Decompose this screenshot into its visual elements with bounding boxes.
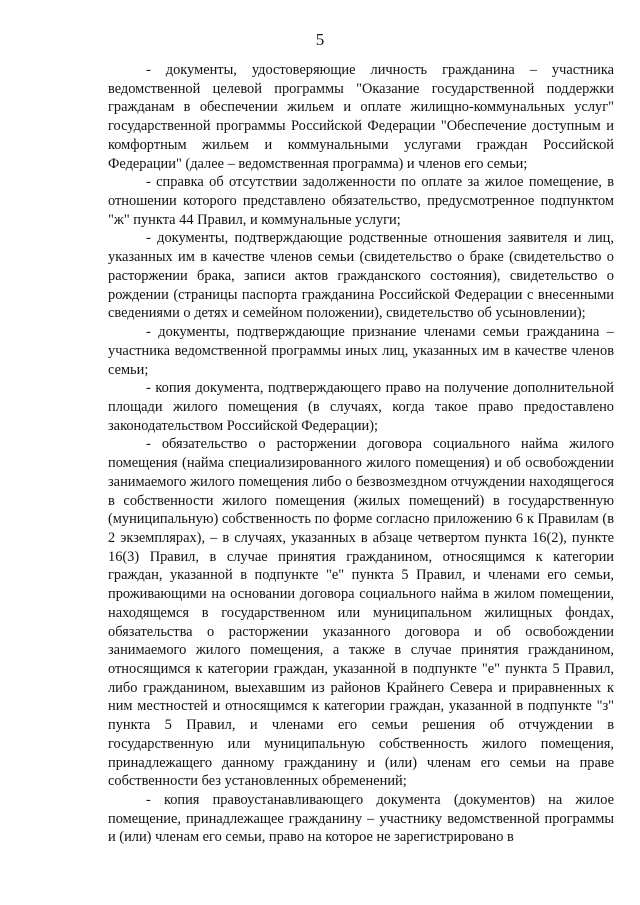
paragraph-no-debt-certificate: - справка об отсутствии задолженности по оплате за жилое помещение, в отношении которого представлено обязательство, предусмотренное подпунктом "ж" пункта 44 Правил, и коммунальные услуги; xyxy=(108,174,614,228)
paragraph-kinship-documents: - документы, подтверждающие родственные отношения заявителя и лиц, указанных им в качестве членов семьи (свидетельство о браке (свидетельство о расторжении брака, записи актов гражданского состояния), свидетельство о рождении (страницы паспорта гражданина Российской Федерации с внесенными сведениями о детях и семейном положении), свидетельство об усыновлении); xyxy=(108,230,614,322)
document-body xyxy=(108,61,614,847)
paragraph-extra-living-space: - копия документа, подтверждающего право на получение дополнительной площади жилого помещения (в случаях, когда такое право предоставлено законодательством Российской Федерации); xyxy=(108,380,614,434)
page-number: 5 xyxy=(315,30,325,49)
paragraph-identity-documents: - документы, удостоверяющие личность гражданина – участника ведомственной целевой программы "Оказание государственной поддержки гражданам в обеспечении жильем и оплате жилищно-коммунальных услуг" государственной программы Российской Федерации "Обеспечение доступным и комфортным жильем и коммунальными услугами граждан Российской Федерации" (далее – ведомственная программа) и членов его семьи; xyxy=(108,62,614,172)
paragraph-family-recognition: - документы, подтверждающие признание членами семьи гражданина – участника ведомственной программы иных лиц, указанных им в качестве членов семьи; xyxy=(108,324,614,378)
paragraph-lease-termination-obligation: - обязательство о расторжении договора социального найма жилого помещения (найма специализированного жилого помещения) и об освобождении занимаемого жилого помещения либо о безвозмездном отчуждении находящегося в собственности жилого помещения (жилых помещений) в государственную (муниципальную) собственность по форме согласно приложению 6 к Правилам (в 2 экземплярах), – в случаях, указанных в абзаце четвертом пункта 16(2), пункте 16(3) Правил, в случае принятия гражданином, относящимся к категории граждан, указанной в подпункте "е" пункта 5 Правил, и членами его семьи, проживающими на основании договора социального найма в жилом помещении, находящемся в государственном или муниципальном жилищных фондах, обязательства о расторжении указанного договора и об освобождении занимаемого жилого помещения, а также в случае принятия гражданином, относящимся к категории граждан, указанной в подпункте "е" пункта 5 Правил, либо гражданином, выехавшим из районов Крайнего Севера и приравненных к ним местностей и относящимся к категории граждан, указанной в подпункте "з" пункта 5 Правил, и членами его семьи решения об отчуждении в государственную или муниципальную собственность жилого помещения, принадлежащего данному гражданину и (или) членам его семьи на праве собственности без установленных обременений; xyxy=(108,436,614,790)
paragraph-title-document-copy: - копия правоустанавливающего документа (документов) на жилое помещение, принадлежащее гражданину – участнику ведомственной программы и (или) членам его семьи, право на которое не зарегистрировано в xyxy=(108,792,614,846)
